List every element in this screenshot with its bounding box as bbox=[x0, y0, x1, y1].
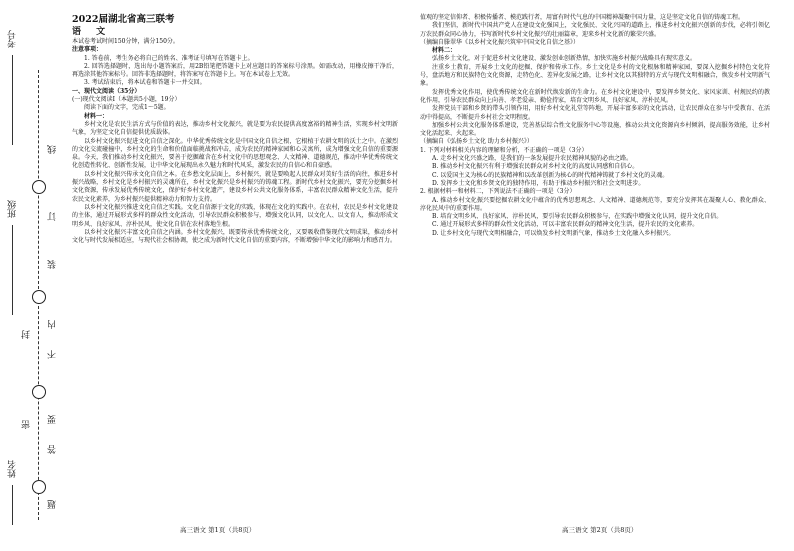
paragraph: 注重乡土教育，开展乡土文化的挖掘、保护和传承工作。乡土文化是乡村的文化根脉和精神家园，要深入挖掘乡村特色文化符号，盘活地方和民族特色文化资源，走特色化、差异化发展之路，让乡村文化以其独特的方式与现代文明相融合，焕发乡村文明新气象。 bbox=[420, 63, 770, 88]
binding-hole bbox=[32, 480, 46, 494]
question-option: C. 以爱国主义为核心的民族精神和以改革创新为核心的时代精神铸就了乡村文化的灵魂。 bbox=[432, 171, 669, 179]
notice-char: 内 bbox=[48, 320, 58, 329]
question-option: B. 推动乡村文化振兴有利于增强农民群众对乡村文化的高度认同感和自信心。 bbox=[432, 163, 639, 171]
notice-char: 装 bbox=[48, 260, 58, 269]
paragraph: 以乡村文化振兴丰富文化自信之内涵。乡村文化振兴，既要传承优秀传统文化，又要吸收借鉴现代文明成果，推动乡村文化与时代发展相适应，与现代社会相协调，使之成为新时代文化自信的重要内容，不断增强中华文化的影响力和感召力。 bbox=[72, 228, 398, 245]
question-option: A. 走乡村文化兴盛之路，是我们的一条发展提升农民精神风貌的必由之路。 bbox=[432, 155, 633, 163]
paragraph: 以乡村文化振兴传承文化自信之本。在乡愁文化层面上，乡村振兴，就是要唤起人民群众对美好生活的向往，推进乡村振兴战略，乡村文化是乡村振兴的灵魂所在，乡村文化振兴是乡村振兴的铸魂工程。新时代乡村文化振兴，要充分挖掘乡村文化资源，传承发展优秀传统文化，保护好乡村文化遗产，建设乡村公共文化服务体系，丰富农民群众精神文化生活，提升农民文化素养，为乡村振兴提供精神动力和智力支持。 bbox=[72, 170, 398, 203]
question-option: D. 让乡村文化与现代文明相融合，可以焕发乡村文明新气象，推动乡土文化融入乡村振兴。 bbox=[432, 229, 675, 237]
question-option: A. 推动乡村文化振兴要挖掘农耕文化中蕴含的优秀思想观念、人文精神、道德规范等，要充分发挥其在凝聚人心、教化群众、淳化民风中的重要作用。 bbox=[420, 196, 770, 212]
name-label: 姓名 bbox=[8, 460, 18, 478]
notice-char: 题 bbox=[48, 500, 58, 509]
question-option: C. 通过开展形式多样的群众性文化活动，可以丰富农民群众的精神文化生活，提升农民的文化素养。 bbox=[432, 221, 699, 229]
notes-heading: 注意事项： bbox=[72, 46, 103, 54]
name-blank bbox=[12, 485, 13, 525]
notice-char: 线 bbox=[48, 145, 58, 154]
page-2 bbox=[420, 14, 770, 238]
exam-number-label: 考号 bbox=[8, 30, 18, 48]
paragraph: 弘扬乡土文化，对于促进乡村文化建设、激发创业创新热情，加快实施乡村振兴战略具有现实意义。 bbox=[432, 55, 697, 63]
paragraph: 我们坚信，新时代中国共产党人在建设文化强国上，文化强民、文化兴国的道路上，推进乡村文化振兴创新的步伐，必将引领亿万农民群众同心协力，书写新时代乡村文化振兴的壮丽篇章，迎来乡村文化新的繁荣兴盛。 bbox=[420, 22, 770, 38]
instruction: 阅读下面的文字，完成1～5题。 bbox=[84, 104, 170, 112]
notice-char: 答 bbox=[48, 445, 58, 454]
question-stem: 1. 下列对材料相关内容的理解和分析，不正确的一项是（3分） bbox=[420, 146, 588, 154]
question-stem: 2. 根据材料一和材料二，下列说法不正确的一项是（3分） bbox=[420, 188, 576, 196]
material-label: 材料二： bbox=[432, 47, 457, 55]
notice-char: 不 bbox=[48, 350, 58, 359]
exam-number-blank bbox=[12, 55, 13, 145]
note-item: 3. 考试结束后，将本试卷和答题卡一并交回。 bbox=[84, 79, 206, 87]
paragraph: 以乡村文化振兴促进文化自信之深化。中华优秀传统文化是中国文化自信之根，它根植于农耕文明的沃土之中。在激烈的文化交流碰撞中，乡村文化的生命和价值面临挑战和冲击，成为农民的精神家园和心灵寓所，成为增强文化自信的重要源泉。今天，我们推动乡村文化振兴，要善于挖掘蕴含在乡村文化中的思想观念、人文精神、道德规范，推动中华优秀传统文化创造性转化、创新性发展，让中华文化展现出永久魅力和时代风采，激发农民的自信心和自豪感。 bbox=[72, 137, 398, 170]
source-note: （摘编自滕翠华《以乡村文化振兴筑牢中国文化自信之基》） bbox=[420, 38, 580, 46]
question-option: D. 发挥乡土文化和乡贤文化的独特作用，有助于推动乡村振兴和社会文明进步。 bbox=[432, 179, 645, 187]
paragraph: 发挥优秀文化作用，使优秀传统文化在新时代焕发新的生命力。在乡村文化建设中，要发挥乡贤文化、家风家训、村规民约的教化作用，引导农民群众向上向善、孝老爱亲、勤俭持家，培育文明乡风、良好家风、淳朴民风。 bbox=[420, 88, 770, 104]
binding-strip bbox=[0, 0, 66, 551]
page-footer: 高三语文 第1页（共8页） bbox=[180, 526, 256, 534]
paragraph: 以乡村文化振兴推进文化自信之实践。文化自信源于文化的实践，体现在文化的实践中。在农村，农民是乡村文化建设的主体，通过开展形式多样的群众性文化活动，引导农民群众积极参与，增强文化认同，以文化人、以文育人，推动形成文明乡风、良好家风、淳朴民风，使文化自信在农村落地生根。 bbox=[72, 203, 398, 228]
subsection-heading: (一)现代文阅读Ⅰ（本题共5小题，19分） bbox=[72, 96, 181, 104]
binding-hole bbox=[32, 385, 46, 399]
exam-title: 2022届湖北省高三联考 bbox=[72, 14, 175, 25]
binding-hole bbox=[32, 290, 46, 304]
question-option: B. 培育文明乡风、良好家风、淳朴民风，要引导农民群众积极参与，在实践中增强文化认同，提升文化自信。 bbox=[432, 213, 723, 221]
section-heading: 一、现代文阅读（35分） bbox=[72, 87, 141, 95]
exam-info: 本试卷考试时间150分钟，满分150分。 bbox=[72, 38, 179, 45]
note-item: 2. 回答选择题时，选出每小题答案后，用2B铅笔把答题卡上对应题目的答案标号涂黑。如需改动，用橡皮擦干净后，再选涂其他答案标号。回答非选择题时，将答案写在答题卡上。写在本试卷上无效。 bbox=[72, 62, 398, 79]
paragraph: 发挥党员干部和乡贤的带头引领作用，用好乡村文化礼堂等阵地，开展丰富多彩的文化活动，让农民群众在参与中受教育、在活动中得提高，不断提升乡村社会文明程度。 bbox=[420, 105, 770, 121]
subject-title: 语 文 bbox=[72, 27, 112, 37]
page-footer: 高三语文 第2页（共8页） bbox=[562, 526, 638, 534]
page-1 bbox=[72, 14, 398, 245]
material-label: 材料一： bbox=[84, 112, 109, 120]
class-blank bbox=[12, 225, 13, 315]
paragraph: 乡村文化是农民生活方式与价值的表达，推动乡村文化振兴，就是要为农民提供高度富裕的精神生活，实现乡村文明新气象，为坚定文化自信提供优质载体。 bbox=[72, 120, 398, 137]
notice-char: 订 bbox=[48, 212, 58, 221]
source-note: （摘编自《弘扬乡土文化 助力乡村振兴》） bbox=[420, 138, 533, 146]
note-item: 1. 答卷前，考生务必将自己的姓名、准考证号填写在答题卡上。 bbox=[84, 54, 254, 62]
notice-char: 要 bbox=[48, 415, 58, 424]
binding-hole bbox=[32, 180, 46, 194]
class-label: 班级 bbox=[8, 200, 18, 218]
paragraph: 加强乡村公共文化服务体系建设，完善基层综合性文化服务中心等设施，推动公共文化资源向乡村倾斜，提高服务效能，让乡村文化活起来、火起来。 bbox=[420, 121, 770, 138]
paragraph: 值观的坚定信仰者、积极传播者、模范践行者，用富有时代气息的中国精神凝聚中国力量，这是坚定文化自信的铸魂工程。 bbox=[420, 14, 745, 21]
seal-label: 封 bbox=[22, 330, 32, 339]
seal-label: 密 bbox=[22, 420, 32, 429]
